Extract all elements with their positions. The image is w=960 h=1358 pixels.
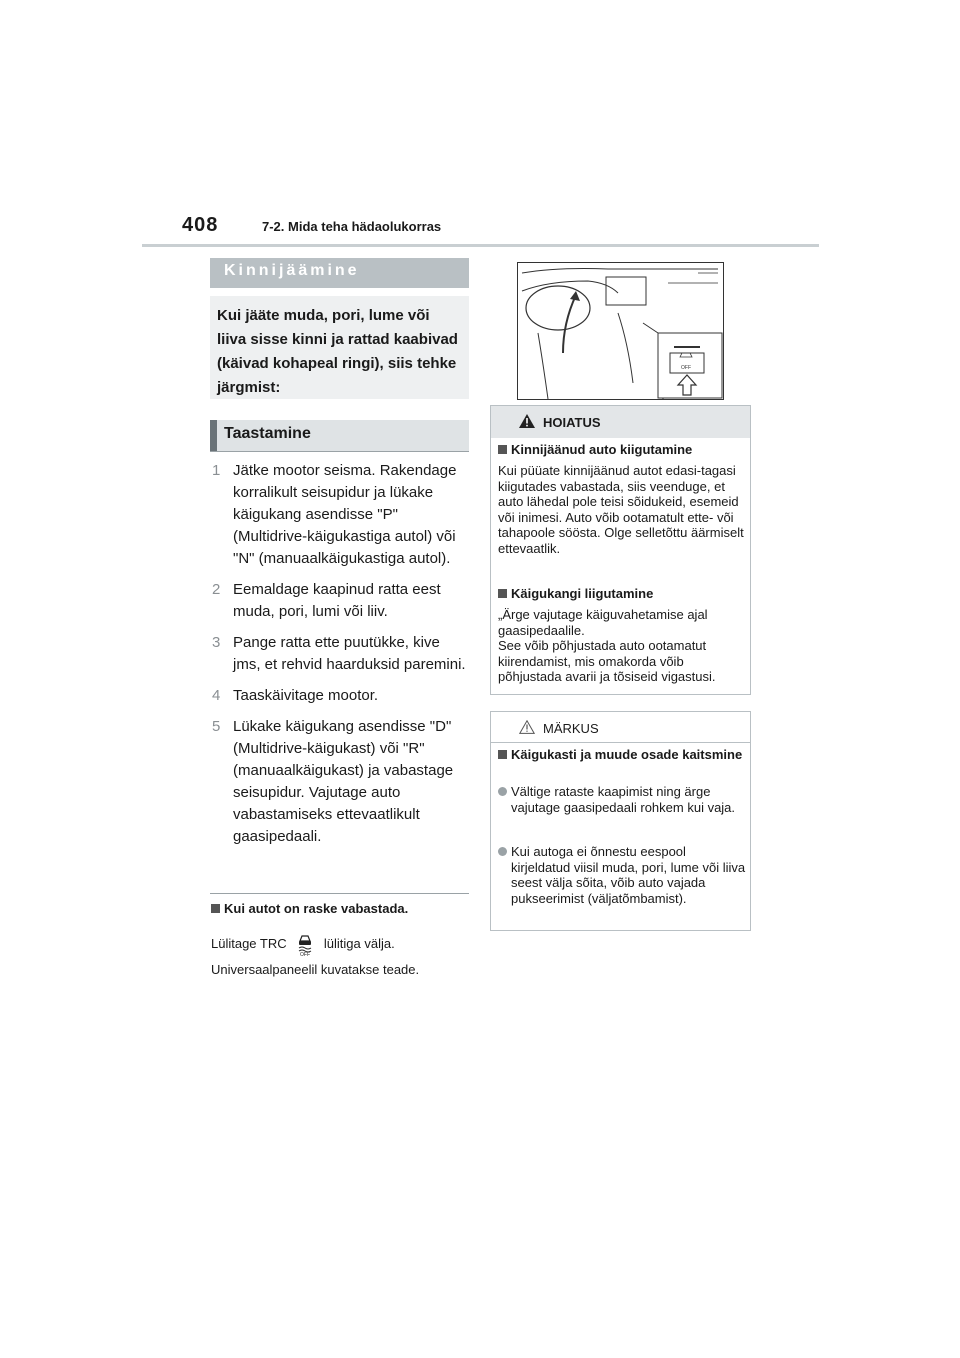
step-text: Eemaldage kaapinud ratta eest muda, pori, lumi või liiv. [233, 581, 441, 620]
step-number: 5 [212, 718, 221, 735]
notice-section-title-text: Käigukasti ja muude osade kaitsmine [511, 747, 743, 762]
warning-section-1-title-text: Kinnijäänud auto kiigutamine [511, 442, 693, 457]
step-number: 3 [212, 634, 221, 651]
warning-box [490, 405, 751, 695]
bullet-dot-icon [498, 787, 507, 796]
step-item [212, 579, 470, 623]
step-item [212, 632, 470, 676]
step-item [212, 685, 470, 707]
trc-text-before: Lülitage TRC [211, 936, 287, 951]
warning-triangle-icon [519, 414, 535, 428]
panel-message-note: Universaalpaneelil kuvatakse teade. [211, 962, 420, 977]
notice-triangle-icon [519, 720, 535, 734]
note-title-text: Kui autot on raske vabastada. [224, 901, 409, 916]
svg-text:OFF: OFF [300, 952, 311, 956]
trc-text-after: lülitiga välja. [323, 936, 395, 951]
chapter-title: 7-2. Mida teha hädaolukorras [262, 219, 442, 234]
steps-list [212, 460, 470, 857]
square-bullet-icon [498, 445, 507, 454]
square-bullet-icon [498, 589, 507, 598]
step-number: 4 [212, 687, 221, 704]
notice-box [490, 711, 751, 931]
subsection-header [210, 420, 469, 452]
step-number: 2 [212, 581, 221, 598]
trc-off-icon [294, 932, 316, 956]
notice-bullet [498, 844, 748, 906]
notice-bullet-text: Kui autoga ei õnnestu eespool kirjeldatud viisil muda, pori, lume või liiva seest välja sõita, võib auto vajada pukseerimist (väljatõmbamist). [511, 844, 746, 906]
illustration-off-label: OFF [681, 365, 691, 371]
section-intro-box [210, 296, 469, 399]
warning-section-2-text: „Ärge vajutage käiguvahetamise ajal gaasipedaalile. See võib põhjustada auto ootamatut kiirendamist, mis omakorda võib põhjustada avarii ja tõsiseid vigastusi. [498, 607, 716, 684]
page-number: 408 [182, 214, 219, 236]
dashboard-illustration [517, 262, 724, 400]
step-item [212, 716, 470, 848]
step-text: Jätke mootor seisma. Rakendage korralikult seisupidur ja lükake käigukang asendisse "P" (Multidrive-käigukastiga autol) või "N" (manuaalkäigukastiga autol). [233, 462, 457, 567]
warning-title: HOIATUS [543, 415, 601, 430]
warning-section-1-text: Kui püüate kinnijäänud autot edasi-tagasi kiigutades vabastada, siis veenduge, et auto lähedal pole teisi sõidukeid, esemeid või inimesi. Auto võib ootamatult ette- või tahapoole söösta. Olge selletõttu äärmiselt ettevaatlik. [498, 463, 744, 556]
subsection-title: Taastamine [224, 425, 311, 442]
warning-section-1-title [498, 442, 692, 457]
warning-header [491, 406, 750, 438]
bullet-dot-icon [498, 847, 507, 856]
step-text: Lükake käigukang asendisse "D" (Multidrive-käigukast) või "R" (manuaalkäigukast) ja vabastage seisupidur. Vajutage auto vabastamiseks ettevaatlikult gaasipedaali. [233, 718, 454, 845]
notice-bullet [498, 784, 748, 815]
note-title [211, 901, 408, 916]
note-divider [210, 893, 469, 894]
section-intro-text: Kui jääte muda, pori, lume või liiva sisse kinni ja rattad kaabivad (käivad kohapeal ringi), siis tehke järgmist: [217, 307, 458, 396]
section-title: Kinnijäämine [224, 262, 360, 279]
notice-section-title [498, 747, 743, 763]
step-text: Taaskäivitage mootor. [233, 687, 379, 704]
header-rule [142, 244, 819, 247]
warning-section-2-title-text: Käigukangi liigutamine [511, 586, 654, 601]
notice-title: MÄRKUS [543, 721, 599, 736]
notice-header [491, 712, 750, 743]
dashboard-drawing [518, 263, 723, 399]
section-header [210, 258, 469, 288]
notice-bullet-text: Vältige rataste kaapimist ning ärge vajutage gaasipedaali rohkem kui vaja. [511, 784, 736, 815]
warning-section-2-title [498, 586, 653, 601]
step-number: 1 [212, 462, 221, 479]
subsection-accent-bar [210, 420, 217, 451]
square-bullet-icon [211, 904, 220, 913]
step-item [212, 460, 470, 570]
square-bullet-icon [498, 750, 507, 759]
trc-instruction [211, 932, 395, 956]
step-text: Pange ratta ette puutükke, kive jms, et rehvid haarduksid paremini. [233, 634, 466, 673]
